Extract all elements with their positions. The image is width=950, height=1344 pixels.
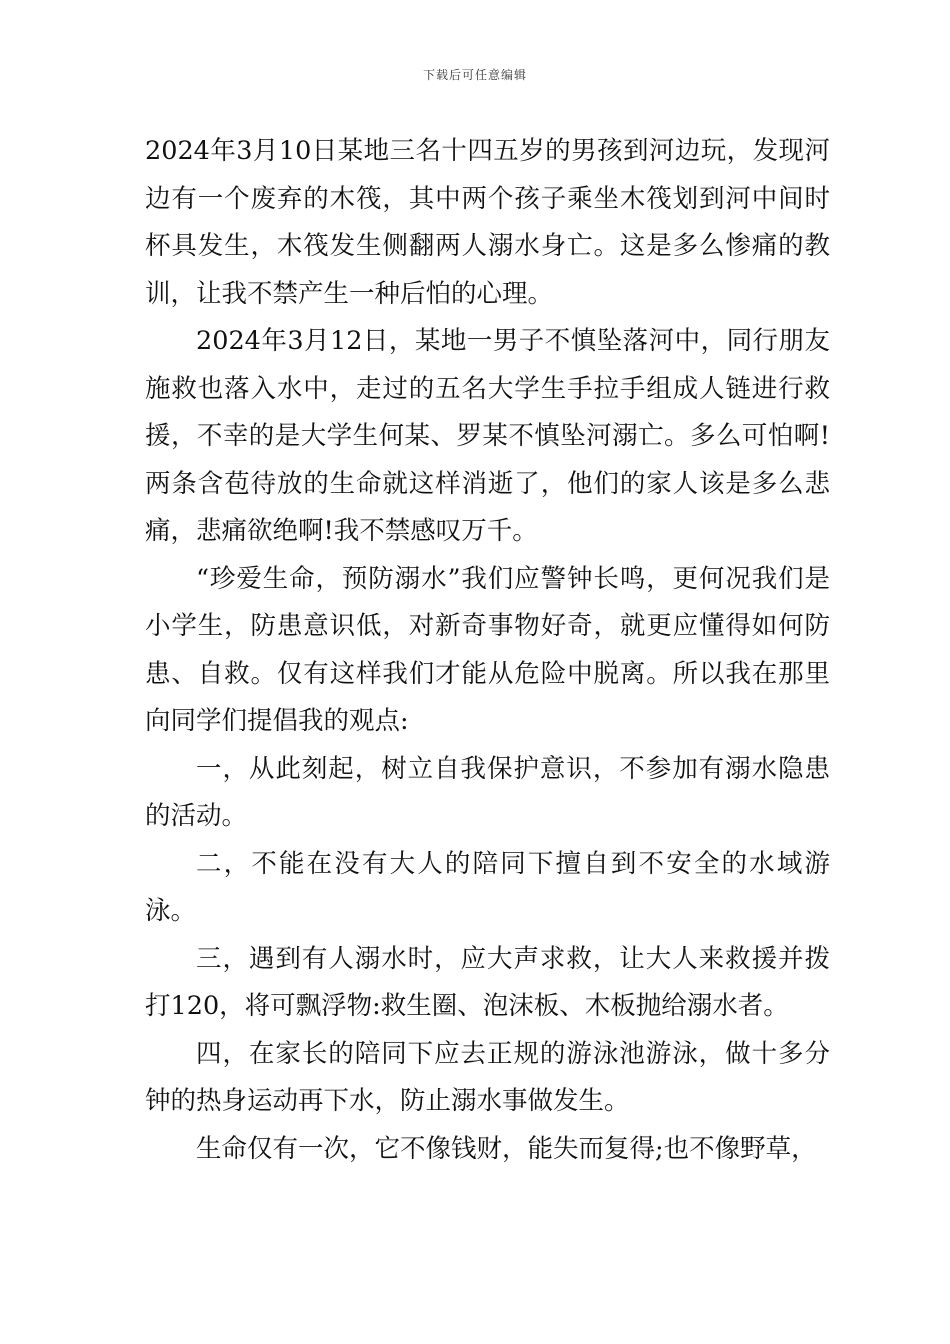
paragraph-4: 一，从此刻起，树立自我保护意识，不参加有溺水隐患的活动。 bbox=[145, 753, 830, 831]
paragraph-1: 2024年3月10日某地三名十四五岁的男孩到河边玩，发现河边有一个废弃的木筏，其中两个孩子乘坐木筏划到河中间时杯具发生，木筏发生侧翻两人溺水身亡。这是多么惨痛的教训，让我不禁产生一种后怕的心理。 bbox=[145, 136, 830, 309]
paragraph-3: “珍爱生命，预防溺水”我们应警钟长鸣，更何况我们是小学生，防患意识低，对新奇事物好奇，就更应懂得如何防患、自救。仅有这样我们才能从危险中脱离。所以我在那里向同学们提倡我的观点: bbox=[145, 563, 830, 736]
document-body bbox=[145, 128, 830, 1173]
header-note: 下载后可任意编辑 bbox=[422, 68, 527, 82]
paragraph-2: 2024年3月12日，某地一男子不慎坠落河中，同行朋友施救也落入水中，走过的五名大学生手拉手组成人链进行救援，不幸的是大学生何某、罗某不慎坠河溺亡。多么可怕啊!两条含苞待放的生命就这样消逝了，他们的家人该是多么悲痛，悲痛欲绝啊!我不禁感叹万千。 bbox=[145, 326, 830, 546]
paragraph-7: 四，在家长的陪同下应去正规的游泳池游泳，做十多分钟的热身运动再下水，防止溺水事做发生。 bbox=[145, 1038, 830, 1116]
paragraph-5: 二，不能在没有大人的陪同下擅自到不安全的水域游泳。 bbox=[145, 848, 830, 926]
paragraph-8: 生命仅有一次，它不像钱财，能失而复得;也不像野草， bbox=[196, 1133, 817, 1164]
paragraph-6: 三，遇到有人溺水时，应大声求救，让大人来救援并拨打120，将可飘浮物:救生圈、泡沫板、木板抛给溺水者。 bbox=[145, 943, 830, 1021]
